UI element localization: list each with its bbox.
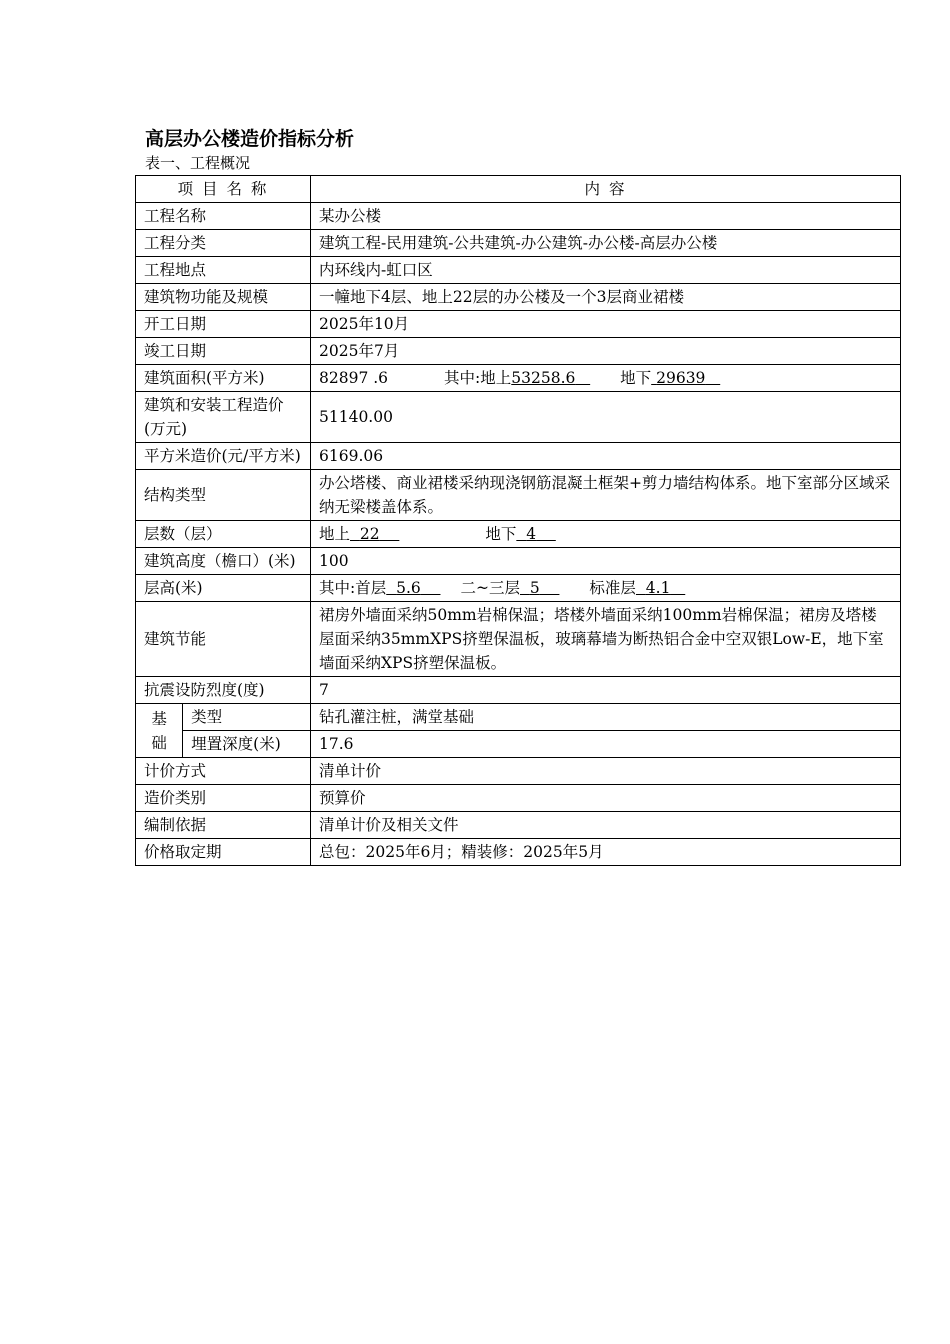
row-label: 开工日期 [136, 311, 311, 338]
row-value: 清单计价及相关文件 [311, 812, 901, 839]
table-row [136, 785, 901, 812]
floors-below-label: 地下 [485, 525, 517, 543]
row-value: 2025年10月 [311, 311, 901, 338]
row-label: 层高(米) [136, 575, 311, 602]
row-label: 工程名称 [136, 203, 311, 230]
row-value: 清单计价 [311, 758, 901, 785]
row-label: 工程分类 [136, 230, 311, 257]
row-value: 内环线内-虹口区 [311, 257, 901, 284]
row-label: 类型 [183, 704, 311, 731]
table-row [136, 575, 901, 602]
row-value: 51140.00 [311, 392, 901, 443]
foundation-group-label: 基础 [136, 704, 183, 758]
table-row [136, 311, 901, 338]
table-caption: 表一、工程概况 [145, 154, 251, 172]
table-row [136, 839, 901, 866]
area-above-value: 53258.6 [511, 369, 576, 387]
table-row [136, 257, 901, 284]
header-item-name: 项 目 名 称 [136, 176, 311, 203]
area-below-label: 地下 [620, 369, 652, 387]
document-title: 高层办公楼造价指标分析 [145, 128, 355, 150]
std-floor-label: 标准层 [589, 579, 636, 597]
table-row [136, 758, 901, 785]
area-above-label: 其中:地上 [444, 369, 512, 387]
row-value: 总包：2025年6月；精装修：2025年5月 [311, 839, 901, 866]
row-label: 结构类型 [136, 470, 311, 521]
row-label: 计价方式 [136, 758, 311, 785]
row-label: 建筑物功能及规模 [136, 284, 311, 311]
row-value: 某办公楼 [311, 203, 901, 230]
area-total: 82897 .6 [319, 369, 389, 387]
row-value: 6169.06 [311, 443, 901, 470]
row-label: 编制依据 [136, 812, 311, 839]
floors-above-label: 地上 [319, 525, 351, 543]
table-row [136, 284, 901, 311]
table-row [136, 203, 901, 230]
row-label: 价格取定期 [136, 839, 311, 866]
table-header-row [136, 176, 901, 203]
row-label: 建筑和安装工程造价(万元) [136, 392, 311, 443]
row-label: 抗震设防烈度(度) [136, 677, 311, 704]
second-floor-label: 二~三层 [460, 579, 520, 597]
first-floor-label: 其中:首层 [319, 579, 387, 597]
second-floor-value: 5 [529, 579, 540, 597]
first-floor-value: 5.6 [396, 579, 421, 597]
table-row [136, 602, 901, 677]
std-floor-value: 4.1 [645, 579, 671, 597]
table-row [136, 521, 901, 548]
table-row [136, 704, 901, 731]
row-label: 建筑节能 [136, 602, 311, 677]
table-row [136, 230, 901, 257]
row-label: 竣工日期 [136, 338, 311, 365]
row-value [311, 521, 901, 548]
row-label: 平方米造价(元/平方米) [136, 443, 311, 470]
row-label: 建筑面积(平方米) [136, 365, 311, 392]
table-row [136, 470, 901, 521]
row-value: 7 [311, 677, 901, 704]
row-value: 建筑工程-民用建筑-公共建筑-办公建筑-办公楼-高层办公楼 [311, 230, 901, 257]
table-row [136, 812, 901, 839]
row-value: 预算价 [311, 785, 901, 812]
table-row [136, 677, 901, 704]
row-value [311, 575, 901, 602]
area-below-value: 29639 [656, 369, 706, 387]
row-label: 埋置深度(米) [183, 731, 311, 758]
row-label: 造价类别 [136, 785, 311, 812]
table-row [136, 548, 901, 575]
row-label: 工程地点 [136, 257, 311, 284]
table-row [136, 731, 901, 758]
table-row [136, 392, 901, 443]
row-label: 层数（层） [136, 521, 311, 548]
table-row [136, 443, 901, 470]
header-content: 内 容 [311, 176, 901, 203]
table-row [136, 338, 901, 365]
row-label: 建筑高度（檐口）(米) [136, 548, 311, 575]
row-value: 2025年7月 [311, 338, 901, 365]
row-value: 裙房外墙面采纳50mm岩棉保温；塔楼外墙面采纳100mm岩棉保温；裙房及塔楼屋面采纳35mmXPS挤塑保温板，玻璃幕墙为断热铝合金中空双银Low-E，地下室墙面采纳XPS挤塑保温板。 [311, 602, 901, 677]
row-value: 100 [311, 548, 901, 575]
project-overview-table [135, 175, 901, 866]
row-value [311, 365, 901, 392]
floors-below-value: 4 [526, 525, 537, 543]
row-value: 办公塔楼、商业裙楼采纳现浇钢筋混凝土框架+剪力墙结构体系。地下室部分区域采纳无梁楼盖体系。 [311, 470, 901, 521]
row-value: 一幢地下4层、地上22层的办公楼及一个3层商业裙楼 [311, 284, 901, 311]
floors-above-value: 22 [359, 525, 380, 543]
row-value: 钻孔灌注桩，满堂基础 [311, 704, 901, 731]
row-value: 17.6 [311, 731, 901, 758]
table-row [136, 365, 901, 392]
